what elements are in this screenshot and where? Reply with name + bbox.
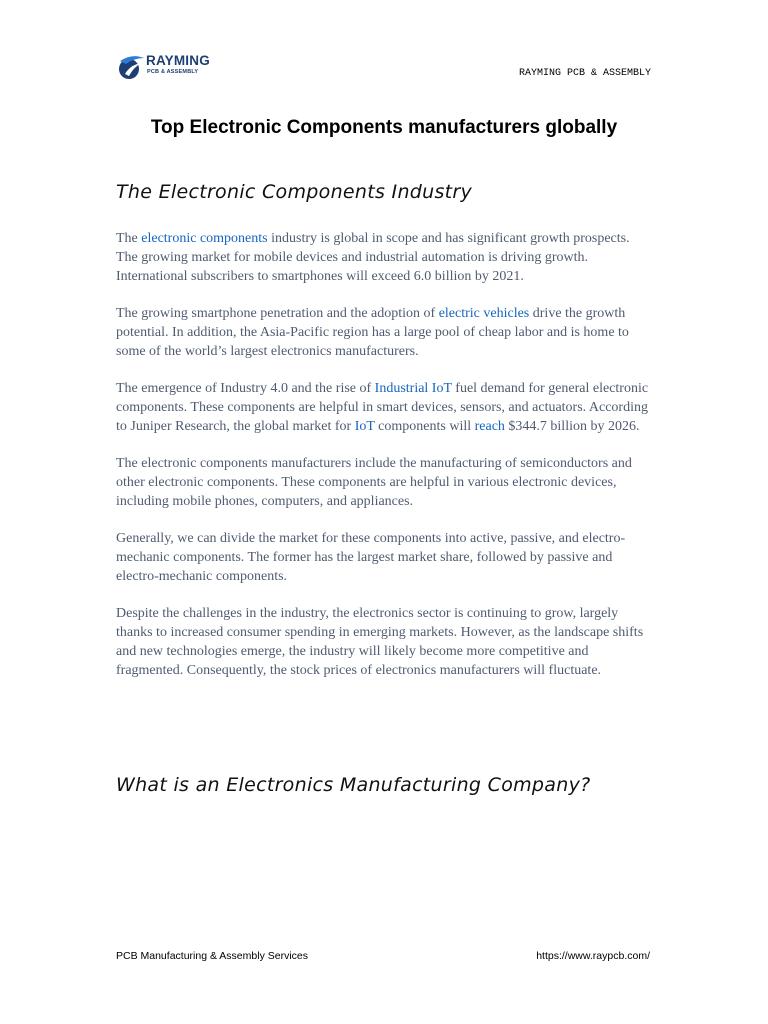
paragraph <box>116 379 652 436</box>
paragraph <box>116 304 652 361</box>
paragraph: Generally, we can divide the market for these components into active, passive, and electro-mechanic components. The former has the largest market share, followed by passive and electro-mechanic components. <box>116 531 626 584</box>
section-heading-industry: The Electronic Components Industry <box>116 181 473 203</box>
rayming-swoosh-icon <box>116 52 146 82</box>
text-run: industry is global in scope and has significant growth prospects. The growing market for mobile devices and industrial automation is driving growth. International subscribers to smartphones will exceed 6.0 billion by 2021. <box>116 231 630 284</box>
logo-subtitle: PCB & ASSEMBLY <box>147 69 199 75</box>
text-run: fuel demand for general electronic components. These components are helpful in smart devices, sensors, and actuators. According to Juniper Research, the global market for <box>116 381 649 434</box>
footer-url: https://www.raypcb.com/ <box>536 950 650 962</box>
section-body-industry <box>116 229 652 698</box>
link-electric-vehicles[interactable]: electric vehicles <box>438 306 530 321</box>
text-run: $344.7 billion by 2026. <box>504 419 640 434</box>
document-title: Top Electronic Components manufacturers globally <box>150 117 618 138</box>
link-industrial-iot[interactable]: Industrial IoT <box>374 381 452 396</box>
paragraph: Despite the challenges in the industry, the electronics sector is continuing to grow, largely thanks to increased consumer spending in emerging markets. However, as the landscape shifts and new technologies emerge, the industry will likely become more competitive and fragmented. Consequently, the stock prices of electronics manufacturers will fluctuate. <box>116 606 644 678</box>
text-run: The emergence of Industry 4.0 and the rise of <box>116 381 375 396</box>
link-iot[interactable]: IoT <box>354 419 375 434</box>
logo-name: RAYMING <box>146 53 210 68</box>
section-heading-manufacturing-company: What is an Electronics Manufacturing Company? <box>116 774 591 796</box>
text-run: drive the growth potential. In addition, the Asia-Pacific region has a large pool of cheap labor and is home to some of the world’s largest electronics manufacturers. <box>116 306 629 359</box>
company-logo <box>116 50 216 82</box>
link-electronic-components[interactable]: electronic components <box>141 231 268 246</box>
text-run: components will <box>374 419 475 434</box>
header-company-name: RAYMING PCB & ASSEMBLY <box>518 68 651 79</box>
paragraph: The electronic components manufacturers include the manufacturing of semiconductors and other electronic components. These components are helpful in various electronic devices, including mobile phones, computers, and appliances. <box>116 456 632 509</box>
text-run: The growing smartphone penetration and the adoption of <box>116 306 439 321</box>
link-reach[interactable]: reach <box>474 419 505 434</box>
footer-services-text: PCB Manufacturing & Assembly Services <box>116 950 308 962</box>
text-run: The <box>116 231 142 246</box>
paragraph <box>116 229 652 286</box>
